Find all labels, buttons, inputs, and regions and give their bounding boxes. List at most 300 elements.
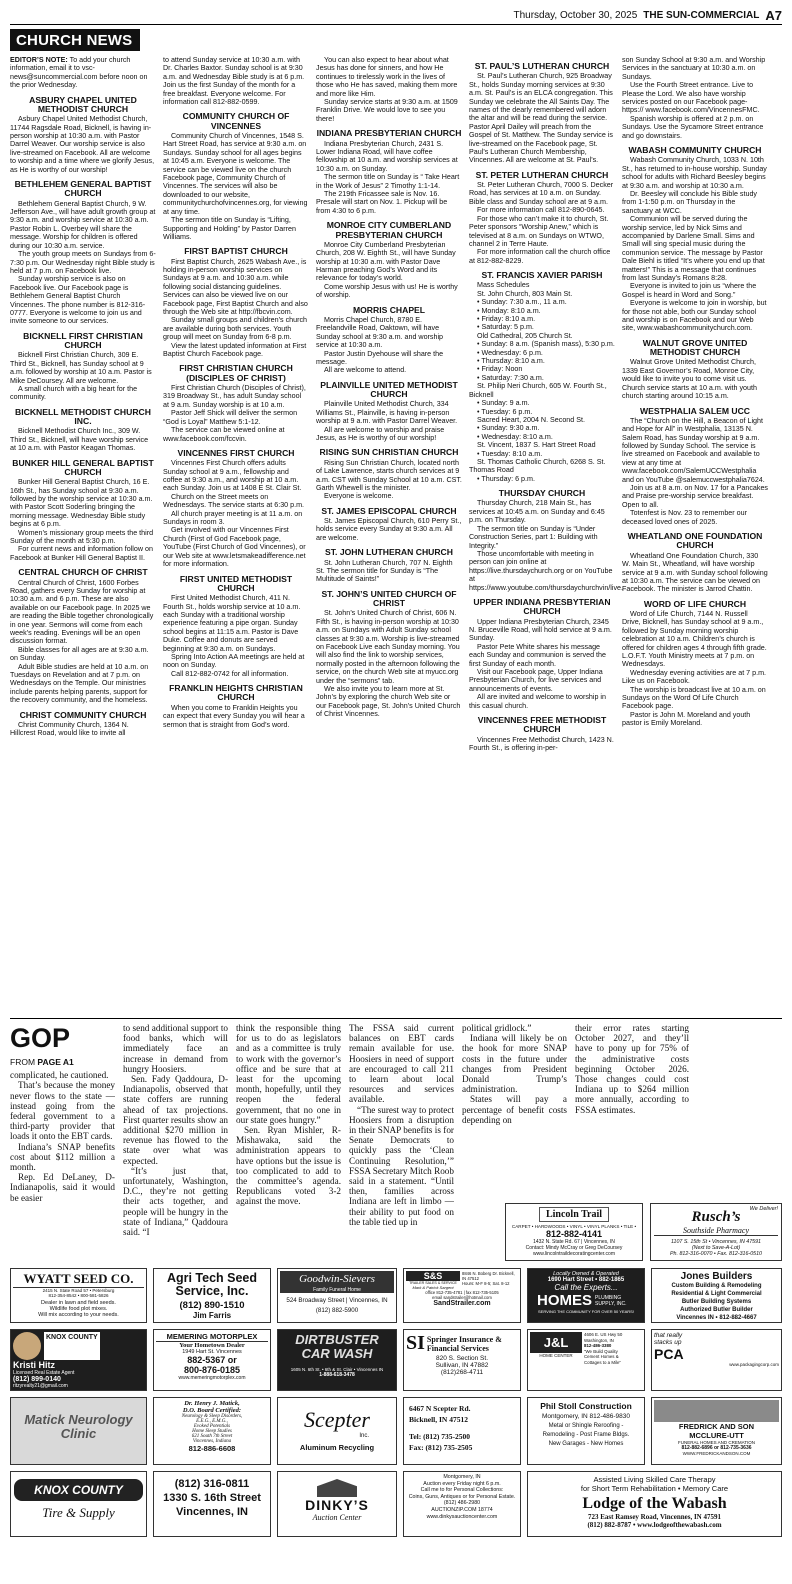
- church-paragraph: The worship is broadcast live at 10 a.m. on Sundays on the Word Of Life Church Facebook page.: [622, 685, 766, 711]
- lodge-line: Assisted Living Skilled Care Therapy: [593, 1475, 716, 1484]
- goodwin-logo: Goodwin-Sievers: [280, 1271, 394, 1287]
- agent-photo: [13, 1332, 41, 1360]
- church-heading: ST. PAUL’S LUTHERAN CHURCH: [474, 61, 610, 71]
- dinkys-logo: DINKY’S: [305, 1497, 369, 1513]
- article-paragraph: complicated, he cautioned.: [10, 1070, 109, 1081]
- article-paragraph: That’s because the money never flows to the state — instead going from the federal government to a third-party provider that loads it onto the EBT cards.: [10, 1080, 115, 1142]
- header-page-number: A7: [765, 7, 782, 23]
- rusch-subtitle: Southside Pharmacy: [654, 1226, 778, 1236]
- phil-address: Montgomery, IN 812-486-9830: [541, 1413, 631, 1420]
- church-paragraph: For more information call 812-890-0645.: [477, 206, 605, 215]
- phil-line: Metal or Shingle Reroofing -: [548, 1423, 624, 1429]
- church-paragraph: Walnut Grove United Methodist Church, 1339 East Governor’s Road, Monroe City, would like to invite you to come visit us. Church service starts at 10 a.m. with youth church starting around 10:15 a.m.: [622, 358, 757, 401]
- gop-column: [10, 1023, 115, 1203]
- ad-dr-matick[interactable]: [153, 1397, 271, 1465]
- memering-address: 1949 Hart St. Vincennes: [182, 1349, 242, 1355]
- jones-line: Butler Building Systems: [681, 1299, 752, 1305]
- ad-lincoln-trail[interactable]: [505, 1203, 643, 1261]
- ss-hours: Hours: M-F 8-5; Sat. 8-12: [462, 1281, 510, 1286]
- church-paragraph: Morris Chapel Church, 8780 E. Freelandville Road, Oaktown, will have Sunday school at 9:30 a.m. and worship service at 10:30 a.m.: [316, 315, 444, 350]
- church-heading: WESTPHALIA SALEM UCC: [640, 405, 750, 416]
- jl-phone: 812-486-3380: [584, 1343, 612, 1348]
- knoxtire-city: Vincennes, IN: [176, 1506, 248, 1518]
- dinkys-line: Auction every Friday night 6 p.m.: [423, 1480, 501, 1487]
- church-paragraph: The 219th Fricassee sale is Nov. 16. Presale will start on Nov. 1. Pickup will be from 4:30 to 6 p.m.: [316, 189, 448, 215]
- homes-tagline: Locally Owned & Operated: [553, 1271, 619, 1277]
- ad-jones-builders[interactable]: [651, 1268, 782, 1323]
- drmatick-title: D.O. Board Certified:: [182, 1407, 242, 1414]
- ad-memering-motorplex[interactable]: [153, 1329, 271, 1391]
- gop-col-body: [462, 1023, 567, 1125]
- scepter-city: Bicknell, IN 47512: [409, 1415, 468, 1424]
- ad-scepter[interactable]: [277, 1397, 397, 1465]
- jones-name: Jones Builders: [680, 1271, 753, 1282]
- church-heading: COMMUNITY CHURCH OF VINCENNES: [182, 111, 290, 131]
- church-paragraph: You can also expect to hear about what Jesus has done for sinners, and how He continues to tirelessly work in the lives of those who He has saved, making them more and more like Him.: [316, 56, 458, 98]
- memering-phone-tollfree: 800-876-0185: [183, 1365, 241, 1375]
- ad-ruschs-pharmacy[interactable]: [650, 1203, 782, 1261]
- church-paragraph: When you come to Franklin Heights you can expect that every Sunday you will hear a sermon that is straight from God’s word.: [163, 703, 305, 729]
- church-paragraph: Those uncomfortable with meeting in person can join online at https://live.thursdaychurch.org or on YouTube at https://www.youtube.com/thursdaychurchvin/live.: [469, 549, 623, 592]
- ss-phone: office 812-735-4781 | fax 812-735-5105: [425, 1290, 499, 1295]
- jl-subtitle: HOME CENTER: [539, 1353, 573, 1358]
- gop-column: [462, 1023, 567, 1195]
- pca-website: www.packagingcorp.com: [729, 1362, 779, 1367]
- gop-column: [575, 1023, 689, 1195]
- church-paragraph: St. Philip Neri Church, 605 W. Fourth St., Bicknell: [469, 382, 607, 399]
- jl-slogan: “We Build Quality: [584, 1348, 618, 1354]
- pca-logo: PCA: [654, 1346, 684, 1362]
- church-paragraph: For current news and information follow on Facebook at Bunker Hill General Baptist II.: [10, 545, 153, 562]
- church-paragraph: All are welcome to worship and praise Jesus, as He is worthy of our worship!: [316, 425, 445, 442]
- church-paragraph: St. John Lutheran Church, 707 N. Eighth St. The sermon title for Sunday is “The Multitude of Saints!”: [316, 558, 453, 584]
- church-paragraph: Pastor Pete White shares his message each Sunday and communion is served the first Sunday of each month.: [469, 642, 606, 668]
- church-paragraph: Church on the Street meets on Wednesdays. The service starts at 6:30 p.m.: [163, 492, 305, 510]
- lodge-contact: (812) 882-8787 • www.lodgeofthewabash.com: [587, 1521, 722, 1529]
- lincoln-website: www.lincolntraildecoratingcenter.com: [533, 1251, 615, 1257]
- springer-logo-icon: SI: [406, 1332, 425, 1354]
- dinkys-line: Call me to for Personal Collections:: [420, 1487, 504, 1494]
- church-paragraph: Upper Indiana Presbyterian Church, 2345 N. Bruceville Road, will hold service at 9 a.m. Sunday.: [469, 617, 612, 643]
- springer-address: 820 S. Section St.: [435, 1355, 489, 1362]
- ad-goodwin-sievers[interactable]: [277, 1268, 397, 1323]
- gop-column: [236, 1023, 341, 1207]
- church-column: [316, 56, 462, 1012]
- church-heading: BUNKER HILL GENERAL BAPTIST CHURCH: [12, 457, 154, 477]
- church-paragraph: Sunday small groups and children’s church are available during both services. Youth group will meet on Sunday from 6-8 p.m.: [163, 316, 308, 342]
- fredrick-phone: 812-882-6896 or 812-735-3636: [681, 1445, 752, 1451]
- church-paragraph: For those who can’t make it to church, St. Peter sponsors “Worship Anew,” which is televised at 8 a.m. on Sundays on WTWO, channel 2 in Terre Haute.: [469, 214, 609, 248]
- church-heading: ST. FRANCIS XAVIER PARISH: [481, 270, 603, 281]
- agritech-name: Agri Tech Seed Service, Inc.: [166, 1271, 258, 1298]
- fredrick-website: WWW.FREDRICKANDSON.COM: [682, 1451, 751, 1456]
- article-paragraph: Indiana’s SNAP benefits cost about $112 million a month.: [10, 1141, 115, 1173]
- church-paragraph: First Baptist Church, 2625 Wabash Ave., is holding in-person worship services on Sundays at 9 a.m. and 10:30 a.m. while following social distancing guidelines. Services can also be viewed live on our Facebook page, First Baptist Church and also through the Web site at http://fbcvin.com.: [163, 257, 308, 317]
- homes-slogan: Call the Experts...: [554, 1283, 618, 1292]
- church-heading: THURSDAY CHURCH: [498, 488, 586, 499]
- church-heading: VINCENNES FIRST CHURCH: [177, 447, 295, 458]
- rusch-phone: Ph. 812-316-0070 • Fax. 812-316-0510: [670, 1251, 762, 1257]
- church-paragraph: Everyone is invited to join us “where the Gospel is heard in Word and Song.”: [622, 282, 757, 299]
- fredrick-name: FREDRICK AND SON: [678, 1422, 755, 1431]
- springer-phone: (812)268-4711: [440, 1369, 484, 1376]
- lincoln-phone: 812-882-4141: [545, 1229, 603, 1239]
- wyatt-line: Wildlife food plot mixes.: [49, 1306, 108, 1312]
- church-paragraph: The youth group meets on Sundays from 6-7:30 p.m. Our Wednesday night Bible study is held at 7 p.m. on Facebook live.: [10, 250, 156, 275]
- agent-name: Kristi Hitz: [13, 1360, 56, 1370]
- church-paragraph: The service can be viewed online at www.facebook.com/fccvin.: [163, 426, 285, 443]
- ad-knox-county-tire[interactable]: [10, 1471, 147, 1537]
- ad-matick-neurology[interactable]: [10, 1397, 147, 1465]
- church-paragraph: St. Paul’s Lutheran Church, 925 Broadway St., holds Sunday morning services at 9:30 a.m. St. Paul’s is an ELCA congregation. This Sunday we celebrate the All Saints Day. The names of the dearly remembered will adorn the altar and will be read during the service. Pastor April Dailey will preach from the Gospel of St. Matthew. The Sunday service is live-streamed on the Facebook page, St. Paul’s Lutheran Church Membership, Vincennes. All are welcome at St. Paul’s.: [469, 72, 613, 165]
- ad-agri-tech-seed[interactable]: [153, 1268, 271, 1323]
- church-paragraph: Central Church of Christ, 1600 Forbes Road, gathers every Sunday for worship at 10:30 a.m. and 6 p.m. These are also available on our Facebook page. In 2025 we are reading the Bible together chronologically in one year. Sermons will come from each week’s reading. Evenings will be an open discussion format.: [10, 578, 154, 646]
- jl-logo: J&L: [530, 1332, 582, 1353]
- church-paragraph: Bicknell Methodist Church Inc., 309 W. Third St., Bicknell, will have worship service at 10 a.m. with Pastor Keagan Thomas.: [10, 427, 149, 453]
- church-paragraph: The sermon title on Sunday is “Lifting, Supporting and Holding” by Pastor Darren Williams.: [163, 216, 296, 241]
- knoxtire-phone: (812) 316-0811: [174, 1478, 250, 1490]
- agent-title: Licensed Real Estate Agent: [13, 1370, 75, 1376]
- header-rule: [10, 24, 782, 25]
- drmatick-line: Home Sleep Studies: [192, 1429, 232, 1434]
- ss-logo: S&S: [406, 1271, 460, 1281]
- ad-kristi-hitz[interactable]: [10, 1329, 147, 1391]
- church-heading: ASBURY CHAPEL UNITED METHODIST CHURCH: [29, 94, 137, 114]
- church-paragraph: Pastor is John M. Moreland and youth pastor is Emily Moreland.: [622, 710, 751, 728]
- church-paragraph: St. Thomas Catholic Church, 6268 S. St. Thomas Road: [469, 457, 606, 475]
- church-paragraph: Mass Schedules: [477, 281, 530, 290]
- church-paragraph: First Christian Church (Disciples of Christ), 319 Broadway St., has adult Sunday school at 9 a.m. Sunday worship is at 10 a.m.: [163, 384, 306, 409]
- lodge-name: Lodge of the Wabash: [582, 1495, 727, 1512]
- mass-time-item: • Wednesday: 6 p.m.: [477, 348, 543, 357]
- church-paragraph: son Sunday School at 9:30 a.m. and Worship Services in the sanctuary at 10:30 a.m. on Sundays.: [622, 56, 766, 81]
- church-paragraph: All are invited and welcome to worship in this casual church.: [469, 693, 606, 710]
- phil-line: New Garages - New Homes: [548, 1441, 624, 1447]
- church-paragraph: The sermon title on Sunday is “Under Construction Series, part 1: Building with Integrity.”: [469, 524, 598, 550]
- dinkys-line: Coins, Guns, Antiques or for Personal Estate.: [408, 1493, 516, 1500]
- church-paragraph: Pastor Jeff Shick will deliver the sermon “God is Loyal” Matthew 5:1-12.: [163, 409, 298, 426]
- church-heading: WALNUT GROVE UNITED METHODIST CHURCH: [642, 337, 748, 358]
- mass-time-item: • Wednesday: 8:10 a.m.: [477, 432, 553, 441]
- phil-line: Remodeling - Post Frame Bldgs.: [542, 1432, 630, 1438]
- church-paragraph: Word of Life Church, 7144 N. Russell Drive, Bicknell, has Sunday school at 9 a.m., followed by Sunday morning worship celebration at 10 a.m. Children’s church is offered for children ages 4 through fifth grade. L.O.F.T. Youth Ministry meets at 7 p.m. on Wednesdays.: [622, 610, 767, 669]
- wyatt-phone: 812-354-8542 • 800-581-5826: [48, 1293, 109, 1298]
- church-heading: FRANKLIN HEIGHTS CHRISTIAN CHURCH: [169, 683, 303, 703]
- church-paragraph: St. Vincent, 1837 S. Hart Street Road: [477, 441, 596, 450]
- wyatt-line: Dealer in lawn and field seeds.: [41, 1300, 116, 1306]
- church-paragraph: Old Cathedral, 205 Church St.: [477, 331, 573, 340]
- jump-page-link[interactable]: PAGE A1: [37, 1057, 74, 1067]
- jones-phone: Vincennes IN • 812-882-4667: [676, 1315, 757, 1321]
- church-paragraph: Bethlehem General Baptist Church, 9 W. Jefferson Ave., will have adult growth group at 9:30 a.m. and worship service at 10:30 a.m. Pastor Robin L. Overbey will share the message. Worship for children is offered during our 10:30 a.m. service.: [10, 199, 156, 250]
- editor-note-label: EDITOR’S NOTE:: [10, 56, 68, 64]
- gop-col-body: [10, 1070, 115, 1203]
- pca-slogan: that really: [654, 1332, 683, 1339]
- church-paragraph: Communion will be served during the worship service, led by Nick Sims and accompanied by Darlene Small. Sims and Small will sing special music during the communion service. The message by Pastor Dale Biehl is titled “It’s where you end up that matters!” This is a message that continues from last Sunday’s Romans 8:28.: [622, 215, 765, 283]
- phil-name: Phil Stoll Construction: [540, 1401, 632, 1411]
- article-paragraph: to send additional support to food banks, which will immediately face an increase in demand from hungry Hoosiers.: [123, 1023, 228, 1074]
- church-heading: WHEATLAND ONE FOUNDATION CHURCH: [627, 531, 763, 551]
- dinkys-line: Montgomery, IN: [443, 1474, 481, 1480]
- fredrick-tagline: FUNERAL HOMES AND CREMATION: [677, 1440, 755, 1445]
- goodwin-address: 524 Broadway Street | Vincennes, IN: [286, 1297, 388, 1304]
- lincoln-contact: Contact: Mindy McCray or Greg DeCoursey: [525, 1245, 623, 1251]
- drmatick-line: E.E.G., E.M.G.,: [196, 1419, 228, 1424]
- article-paragraph: “It’s just that, unfortunately, Washington, D.C., they’re not getting their acts together, and people will be hungry in the state of Indiana,” Qaddoura said. “I: [123, 1165, 228, 1238]
- article-paragraph: States will pay a percentage of benefit costs depending on: [462, 1094, 567, 1125]
- church-paragraph: Adult Bible studies are held at 10 a.m. on Tuesdays on Revelation and at 7 p.m. on Wednesdays on the Temple. Our ministries include parents helping parents, support for the recovery community, and the homeless.: [10, 662, 149, 705]
- church-paragraph: The sermon title on Sunday is “ Take Heart in the Work of Jesus” 2 Timothy 1:1-14.: [316, 173, 460, 190]
- jones-line: Residential & Light Commercial: [671, 1291, 762, 1297]
- mass-time-item: • Sunday: 9:30 a.m.: [477, 424, 540, 433]
- article-paragraph: Sen. Fady Qaddoura, D-Indianapolis, observed that state coffers are running ahead of tax projections. First quarter results show an additional $270 million in revenue has flowed to the state over what was expected.: [123, 1074, 228, 1166]
- ad-fredrick-and-son[interactable]: [651, 1397, 782, 1465]
- gop-column: [349, 1023, 454, 1227]
- jl-slogan: Cottages to a Mile”: [584, 1359, 621, 1365]
- editor-note-text: To add your church information, email it to vsc-news@suncommercial.com before noon on the prior Wednesday.: [10, 56, 148, 90]
- wyatt-logo: WYATT SEED CO.: [13, 1271, 144, 1288]
- church-paragraph: Thursday Church, 218 Main St., has services at 10:45 a.m. on Sunday and 6:45 p.m. on Thursday.: [469, 499, 605, 525]
- church-heading: UPPER INDIANA PRESBYTERIAN CHURCH: [473, 596, 611, 617]
- memering-logo: MEMERING MOTORPLEX: [156, 1332, 268, 1342]
- jump-label: FROM: [10, 1057, 36, 1067]
- jl-slogan: Cement Homes &: [584, 1354, 619, 1359]
- church-paragraph: Visit our Facebook page, Upper Indiana Presbyterian Church, for live services and announcements of events.: [469, 667, 603, 693]
- rusch-tagline: We Deliver!: [749, 1206, 778, 1212]
- church-paragraph: Come worship Jesus with us! He is worthy of worship.: [316, 282, 458, 300]
- mass-time-item: • Saturday: 5 p.m.: [477, 323, 534, 332]
- memering-website: www.memeringmotorplex.com: [178, 1375, 246, 1381]
- scepter-tagline: Aluminum Recycling: [299, 1443, 375, 1452]
- ss-address: 8846 N. Boberg Dr. Bicknell, IN 47512: [462, 1271, 515, 1281]
- church-paragraph: Bicknell First Christian Church, 309 E. Third St., Bicknell, has Sunday school at 9 a.m. followed by worship at 10 a.m. Pastor is Mike DeCoursey. All are welcome.: [10, 351, 152, 385]
- church-paragraph: Vincennes First Church offers adults Sunday school at 9 a.m., fellowship and coffee at 9:30 a.m., and worship at 10 a.m. each Sunday. Join us at 1408 E St. Clair St.: [163, 459, 302, 493]
- homes-subtitle: PLUMBING SUPPLY, INC.: [595, 1294, 627, 1307]
- homes-logo: HOMES: [536, 1292, 592, 1309]
- realty-logo: KNOX COUNTY: [44, 1332, 100, 1360]
- ss-email: email sandstrailer@hotmail.com: [432, 1295, 492, 1300]
- lodge-line: for Short Term Rehabilitation • Memory Care: [580, 1484, 729, 1493]
- jones-line: Custom Building & Remodeling: [671, 1283, 762, 1289]
- church-paragraph: First United Methodist Church, 411 N. Fourth St., holds worship service at 10 a.m. each Sunday with a traditional worship experience featuring a pipe organ. Sunday school begins at 11:15 a.m. Pastor is Dave Duke. Coffee and donuts are served beginning at 9:30 a.m. on Sundays.: [163, 594, 301, 653]
- church-paragraph: Asbury Chapel United Methodist Church, 11744 Ragsdale Road, Bicknell, is having in-person worship at 10:30 a.m. with Pastor Darrel Weaver. Our worship service is also live-streamed on Facebook. All are welcome to worship and a time where we glorify Jesus, as He is worthy of our worship!: [10, 115, 155, 174]
- jump-line: [10, 1057, 115, 1067]
- header-date: Thursday, October 30, 2025: [513, 9, 638, 21]
- church-paragraph: Vincennes Free Methodist Church, 1423 N. Fourth St., is offering in-per-: [469, 735, 614, 752]
- fredrick-banner-image: [654, 1400, 779, 1422]
- church-paragraph: Sacred Heart, 2004 N. Second St.: [477, 415, 585, 424]
- ad-jl-home-center[interactable]: [527, 1329, 645, 1391]
- homes-address: 1690 Hart Street • 882-1865: [547, 1277, 625, 1283]
- mass-time-item: • Tuesday: 6 p.m.: [477, 407, 533, 416]
- church-paragraph: St. James Episcopal Church, 610 Perry St., holds service every Sunday at 9:30 a.m. All are welcome.: [316, 517, 462, 542]
- scepter-logo: Scepter: [304, 1407, 370, 1432]
- church-news-columns: [10, 56, 782, 1012]
- church-paragraph: St. John Church, 803 Main St.: [477, 289, 573, 298]
- section-title: CHURCH NEWS: [10, 29, 140, 51]
- mass-time-item: • Sunday: 9 a.m.: [477, 399, 530, 408]
- church-paragraph: Totenfest is Nov. 23 to remember our deceased loved ones of 2025.: [622, 509, 747, 526]
- church-heading: INDIANA PRESBYTERIAN CHURCH: [316, 128, 462, 139]
- church-heading: MONROE CITY CUMBERLAND PRESBYTERIAN CHURCH: [326, 220, 452, 240]
- mass-time-item: • Thursday: 6 p.m.: [477, 474, 535, 483]
- church-paragraph: Monroe City Cumberland Presbyterian Church, 208 W. Eighth St., will have Sunday worship at 10:30 a.m. with Pastor Dave Harman preaching God’s Word and its relevance for today’s world.: [316, 240, 456, 283]
- ad-homes-plumbing[interactable]: [527, 1268, 645, 1323]
- church-paragraph: Christ Community Church, 1364 N. Hillcrest Road, would like to invite all: [10, 720, 129, 738]
- church-heading: ST. JOHN’S UNITED CHURCH OF CHRIST: [321, 588, 457, 609]
- springer-city: Sullivan, IN 47882: [435, 1362, 489, 1369]
- church-paragraph: Wabash Community Church, 1033 N. 10th St., has returned to in-house worship. Sunday school for adults with Richard Beesley begins at 9:30 a.m. and worship at 10:30 a.m.: [622, 156, 767, 190]
- church-paragraph: Indiana Presbyterian Church, 2431 S. Lower Indiana Road, will have coffee fellowship at 10 a.m. and worship services at 10:30 a.m. on Sunday.: [316, 139, 458, 173]
- church-paragraph: Join us at 8 a.m. on Nov. 17 for a Pancakes and Praise pre-worship service breakfast. Open to all.: [622, 484, 768, 509]
- springer-name: Springer Insurance & Financial Services: [426, 1334, 502, 1353]
- church-paragraph: All church prayer meeting is at 11 a.m. on Sundays in room 3.: [163, 509, 303, 527]
- ad-dinkys-info[interactable]: [403, 1471, 521, 1537]
- lincoln-services: CARPET • HARDWOODS • VINYL • VINYL PLANKS • TILE •: [511, 1224, 637, 1229]
- church-paragraph: The “Church on the Hill, a Beacon of Light and Hope for All” in Westphalia, 13135 N. Salem Road, has Sunday worship at 9 a.m. followed by Sunday School. The service is live streamed on Facebook and available to view at any time at www.facebook.com/SalemUCCWestphalia and on YouTube @salemuccwestphalia7624.: [622, 416, 765, 484]
- article-paragraph: Rep. Ed DeLaney, D-Indianapolis, said it would be easier: [10, 1172, 115, 1203]
- homes-footer: SERVING THE COMMUNITY FOR OVER 50 YEARS!: [538, 1309, 634, 1314]
- fredrick-subtitle: MCCLURE-UTT: [689, 1431, 744, 1440]
- header-paper: THE SUN-COMMERCIAL: [643, 9, 760, 21]
- church-heading: ST. PETER LUTHERAN CHURCH: [475, 169, 609, 180]
- church-heading: BETHLEHEM GENERAL BAPTIST CHURCH: [14, 179, 152, 199]
- jones-line: Authorized Butler Builder: [680, 1307, 753, 1313]
- ad-dinkys[interactable]: [277, 1471, 397, 1537]
- mass-time-item: • Tuesday: 8:10 a.m.: [477, 449, 543, 458]
- agritech-phone: (812) 890-1510: [179, 1300, 245, 1311]
- article-paragraph: The FSSA said current balances on EBT cards remain available for use. Hoosiers in need of support are encouraged to call 211 to learn about local resources and services available.: [349, 1023, 454, 1105]
- church-paragraph: Community Church of Vincennes, 1548 S. Hart Street Road, has service at 9:30 a.m. on Sundays. Sunday school for all ages begins at 10:45 a.m. Everyone is welcome. The service can be viewed live on the church Facebook page, Community Church of Vincennes. The services will also be downloaded to our website, communitychurchofvincennes.org, for viewing at any time.: [163, 132, 308, 216]
- ad-ss-trailer[interactable]: [403, 1268, 521, 1323]
- church-paragraph: Use the Fourth Street entrance. Live to Please the Lord. We also have worship services posted on our Facebook page-https:// www.facebook.com/VincennesFMC.: [622, 81, 760, 115]
- church-paragraph: to attend Sunday service at 10:30 a.m. with Dr. Charles Baxtor. Sunday school is at 9:30 a.m. and Wednesday Bible study is at 6 p.m. Join us the first Sunday of the month for a free breakfast. Everyone welcome. For information call 812-882-0599.: [163, 56, 305, 107]
- ad-knox-tire-info[interactable]: [153, 1471, 271, 1537]
- agritech-contact: Jim Farris: [192, 1311, 232, 1320]
- drmatick-line: Neurology & Sleep Disorders,: [181, 1414, 243, 1419]
- goodwin-phone: (812) 882-5900: [315, 1307, 359, 1314]
- scepter-fax: Fax: (812) 735-2505: [409, 1443, 473, 1452]
- drmatick-address: 621 South 7th Street: [191, 1434, 233, 1439]
- drmatick-city: Vincennes, Indiana: [192, 1439, 232, 1444]
- section-divider: [10, 1018, 782, 1019]
- church-paragraph: Pastor Justin Dyehouse will share the message.: [316, 349, 444, 366]
- church-paragraph: Plainville United Methodist Church, 334 Williams St., Plainville, is having in-person worship at 9 a.m. with Pastor Darrel Weaver.: [316, 400, 458, 426]
- church-heading: CHRIST COMMUNITY CHURCH: [19, 709, 147, 720]
- ad-phil-stoll[interactable]: [527, 1397, 645, 1465]
- church-paragraph: A small church with a big heart for the community.: [10, 384, 138, 402]
- dinkys-line: AUCTIONZIP.COM 18774: [431, 1506, 493, 1513]
- church-paragraph: View the latest updated information at First Baptist Church Facebook page.: [163, 341, 307, 359]
- scepter-inc: Inc.: [359, 1433, 369, 1439]
- church-heading: CENTRAL CHURCH OF CHRIST: [18, 567, 148, 578]
- ad-pca[interactable]: [651, 1329, 782, 1391]
- mass-time-item: • Friday: Noon: [477, 365, 523, 374]
- lodge-address: 723 East Ramsey Road, Vincennes, IN 47591: [587, 1513, 721, 1521]
- ad-dirtbuster[interactable]: [277, 1329, 397, 1391]
- dinkys-subtitle: Auction Center: [312, 1513, 362, 1522]
- church-heading: ST. JAMES EPISCOPAL CHURCH: [321, 505, 457, 516]
- article-paragraph: political gridlock.”: [462, 1023, 532, 1033]
- church-paragraph: Rising Sun Christian Church, located north of Lake Lawrence, starts church services at 9 a.m. CST with Sunday School at 10 a.m. CST. Garth Whewell is the minister.: [316, 458, 462, 492]
- church-paragraph: Everyone is welcome to join in worship, but for those not able, both our Sunday school and worship is on Facebook and our Web site, www.wabashcommunitychurch.com.: [622, 299, 767, 333]
- church-paragraph: Dr. Beesley will conclude his Bible study from 1-1:50 p.m. on Thursday in the sanctuary at WCC.: [622, 189, 758, 215]
- church-paragraph: Women’s missionary group meets the third Sunday of the month at 5:30 p.m.: [10, 528, 154, 546]
- lincoln-address: 1432 N. State Rd. 67 | Vincennes, IN: [533, 1239, 615, 1245]
- church-paragraph: We also invite you to learn more at St. John’s by exploring the church Web site or our Facebook page, St. John’s United Church of Christ Vincennes.: [316, 685, 461, 719]
- knoxtire-subtitle: Tire & Supply: [42, 1505, 115, 1520]
- church-heading: ST. JOHN LUTHERAN CHURCH: [325, 547, 453, 558]
- rusch-location-note: (Next to Save-A-Lot): [691, 1245, 741, 1251]
- mass-time-item: • Monday: 8:10 a.m.: [477, 306, 541, 315]
- knoxtire-address: 1330 S. 16th Street: [163, 1492, 261, 1504]
- church-heading: WORD OF LIFE CHURCH: [643, 598, 747, 609]
- ad-springer-insurance[interactable]: [403, 1329, 521, 1391]
- church-paragraph: Wheatland One Foundation Church, 330 W. Main St., Wheatland, will have worship service at 9 a.m. with Sunday school following at 10:30 a.m. The service can be viewed on Facebook. The minister is Jarrod Chattin.: [622, 551, 768, 594]
- church-heading: WABASH COMMUNITY CHURCH: [628, 145, 762, 156]
- ad-scepter-info[interactable]: [403, 1397, 521, 1465]
- dinkys-phone: (812) 486-2980: [443, 1500, 481, 1507]
- church-heading: VINCENNES FREE METHODIST CHURCH: [477, 715, 607, 735]
- dirtbuster-phone: 1-888-618-3478: [319, 1372, 355, 1378]
- ad-wyatt-seed[interactable]: [10, 1268, 147, 1323]
- church-paragraph: Wednesday evening activities are at 7 p.m. Like us on Facebook.: [622, 668, 767, 686]
- agent-phone: (812) 899-0140: [13, 1376, 61, 1383]
- church-paragraph: Spring Into Action AA meetings are held at noon on Sunday.: [163, 652, 305, 670]
- article-headline: GOP: [10, 1023, 71, 1053]
- matick-logo: Matick Neurology Clinic: [24, 1412, 133, 1441]
- article-paragraph: “The surest way to protect Hoosiers from a disruption in their SNAP benefits is for Senate Democrats to quickly pass the ‘Clean Continuing Resolution,’” FSSA Secretary Mitch Roob said in a statement. “Until then, families across Indiana are left in limbo — their ability to put food on the table tied up in: [349, 1104, 454, 1227]
- dinkys-barn-icon: [281, 1475, 393, 1497]
- wyatt-line: Will mix according to your needs.: [38, 1312, 119, 1318]
- ss-subtitle: TRAILER SALES & SERVICE: [409, 1281, 457, 1285]
- mass-time-item: • Friday: 8:10 a.m.: [477, 315, 536, 324]
- jl-city: Washington, IN: [584, 1337, 614, 1343]
- article-paragraph: Indiana will likely be on the hook for more SNAP costs in the future under changes from President Donald Trump’s administration.: [462, 1033, 567, 1095]
- lincoln-logo: Lincoln Trail: [539, 1207, 609, 1222]
- dirtbuster-logo: DIRTBUSTER CAR WASH: [295, 1332, 379, 1361]
- church-paragraph: For more information call the church office at 812-882-8229.: [469, 248, 611, 265]
- church-paragraph: St. Peter Lutheran Church, 7000 S. Decker Road, has services at 10 a.m. on Sunday. Bible class and Sunday school are at 9 a.m.: [469, 181, 614, 206]
- memering-phone: 882-5367 or: [187, 1355, 237, 1365]
- church-heading: MORRIS CHAPEL: [352, 304, 426, 315]
- drmatick-name: Dr. Henry J. Matick,: [184, 1400, 240, 1407]
- church-paragraph: Sunday worship service is also on Facebook live. Our Facebook page is Bethlehem General Baptist Church Vincennes. The phone number is 812-316-0777. Everyone is welcome to join us and invite someone to our services.: [10, 275, 146, 326]
- church-paragraph: Get involved with our Vincennes First Church (First of God Facebook page, YouTube (First Church of God Vincennes), or our Web site at www.letsmakeadifference.net for more information.: [163, 526, 306, 569]
- article-paragraph: Sen. Ryan Mishler, R-Mishawaka, said the administration appears to have options but the issue is too complicated to add to the committee’s agenda. Republicans voted 3-2 against the move.: [236, 1125, 341, 1207]
- church-paragraph: Everyone is welcome.: [324, 492, 394, 501]
- ad-lodge-of-the-wabash[interactable]: [527, 1471, 782, 1537]
- church-heading: RISING SUN CHRISTIAN CHURCH: [319, 447, 459, 458]
- church-paragraph: Sunday service starts at 9:30 a.m. at 1509 Franklin Drive. We would love to see you there!: [316, 98, 458, 123]
- agent-email: ritzyrealty21@gmail.com: [13, 1383, 68, 1389]
- dirtbuster-address: 1605 N. 6th St. • 6th & St. Clair • Vincennes IN: [290, 1367, 384, 1372]
- church-paragraph: Call 812-882-0742 for all information.: [171, 669, 289, 678]
- drmatick-phone: 812-886-6608: [188, 1444, 236, 1453]
- article-paragraph: their error rates starting October 2027, and they’ll have to pony up for 75% of the administrative costs beginning October 2026. Those changes could cost Indiana up to $264 million more annually, according to FSSA estimates.: [575, 1023, 689, 1115]
- wyatt-address: 2415 N. State Road 57 • Petersburg: [42, 1288, 115, 1293]
- article-paragraph: think the responsible thing for us to do as legislators and as a committee is truly to work with the governor’s office and be sure that at least for the upcoming month, hopefully, until they reopen the federal government, that no one in our state goes hungry.”: [236, 1023, 341, 1125]
- church-paragraph: Bunker Hill General Baptist Church, 16 E. 16th St., has Sunday school at 9:30 a.m. followed by the worship service at 10:30 a.m. with Pastor Scott Soderling bringing the morning message. Wednesday Bible study begins at 6 p.m.: [10, 478, 153, 529]
- gop-col-body: [236, 1023, 341, 1207]
- scepter-address: 6467 N Scepter Rd.: [409, 1404, 471, 1413]
- mass-time-item: • Saturday: 7:30 a.m.: [477, 373, 544, 382]
- church-heading: FIRST UNITED METHODIST CHURCH: [179, 573, 293, 593]
- church-heading: BICKNELL METHODIST CHURCH INC.: [15, 406, 151, 427]
- dinkys-website: www.dinkysauctioncenter.com: [426, 1513, 498, 1520]
- church-paragraph: All are welcome to attend.: [324, 366, 407, 375]
- mass-time-item: • Sunday: 8 a.m. (Spanish mass), 5:30 p.m.: [477, 340, 615, 349]
